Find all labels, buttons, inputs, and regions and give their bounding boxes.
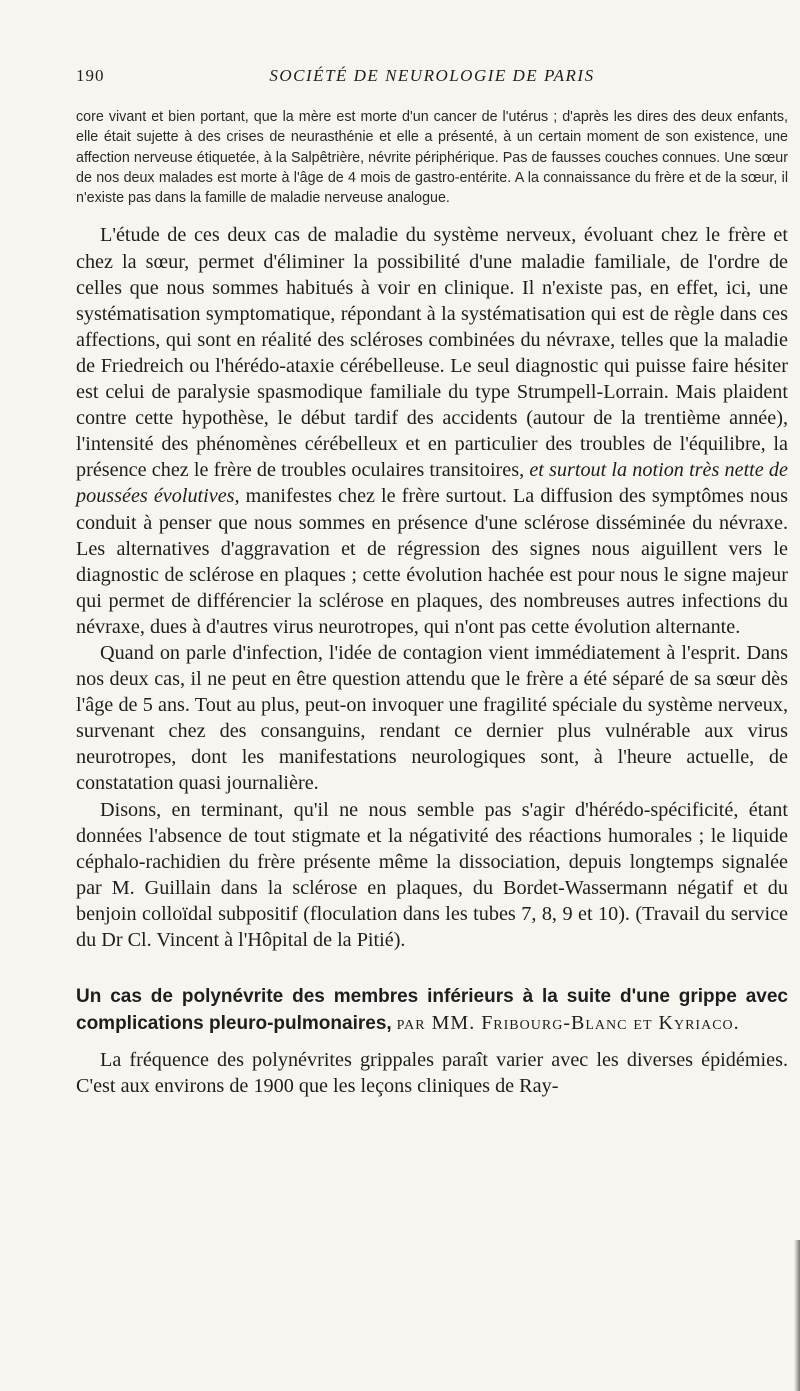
paragraph-conclusion: Disons, en terminant, qu'il ne nous semble pas s'agir d'hérédo-spécificité, étant données l'absence de tout stigmate et la négativité des réactions humorales ; le liquide céphalo-rachidien du frère présente même la dissociation, depuis longtemps signalée par M. Guillain dans la sclérose en plaques, du Bordet-Wassermann négatif et du benjoin colloïdal subpositif (floculation dans les tubes 7, 8, 9 et 10). (Travail du service du Dr Cl. Vincent à l'Hôpital de la Pitié). [76, 798, 788, 952]
article-title: Un cas de polynévrite des membres inférieurs à la suite d'une grippe avec complications pleuro-pulmonaires, [76, 986, 788, 1035]
article-heading [76, 983, 788, 1037]
article-first-paragraph: La fréquence des polynévrites grippales paraît varier avec les diverses épidémies. C'est aux environs de 1900 que les leçons cliniques de Ray- [76, 1049, 788, 1098]
page-content [76, 62, 788, 1099]
body-text [76, 222, 788, 953]
article-body [76, 1047, 788, 1099]
paragraph-text: L'étude de ces deux cas de maladie du système nerveux, évoluant chez le frère et chez la sœur, permet d'éliminer la possibilité d'une maladie familiale, de l'ordre de celles que nous sommes habitués à voir en clinique. Il n'existe pas, en effet, ici, une systématisation symptomatique, répondant à la systématisation qui est de règle dans ces affections, qui sont en réalité des scléroses combinées du névraxe, telles que la maladie de Friedreich ou l'hérédo-ataxie cérébelleuse. Le seul diagnostic qui puisse faire hésiter est celui de paralysie spasmodique familiale du type Strumpell-Lorrain. Mais plaident contre cette hypothèse, le début tardif des accidents (autour de la trentième année), l'intensité des phénomènes cérébelleux et en particulier des troubles de l'équilibre, la présence chez le frère de troubles oculaires transitoires, [76, 224, 788, 482]
running-head [76, 62, 788, 92]
scan-edge-shadow [794, 1240, 800, 1391]
page-number: 190 [76, 66, 105, 85]
article-authors: par MM. Fribourg-Blanc et Kyriaco. [396, 1012, 740, 1035]
paragraph-contagion: Quand on parle d'infection, l'idée de contagion vient immédiatement à l'esprit. Dans nos deux cas, il ne peut en être question attendu que le frère a été séparé de sa sœur dès l'âge de 5 ans. Tout au plus, peut-on invoquer une fragilité spéciale du système nerveux, survenant chez des consanguins, rendant ce dernier plus vulnérable aux virus neurotropes, dont les manifestations neurologiques sont, à l'heure actuelle, de constatation quasi journalière. [76, 641, 788, 795]
small-print-paragraph: core vivant et bien portant, que la mère est morte d'un cancer de l'utérus ; d'après les dires des deux enfants, elle était sujette à des crises de neurasthénie et elle a présenté, à un certain moment de son existence, une affection nerveuse étiquetée, à la Salpêtrière, névrite périphérique. Pas de fausses couches connues. Une sœur de nos deux malades est morte à l'âge de 4 mois de gastro-entérite. A la connaissance du frère et de la sœur, il n'existe pas dans la famille de maladie nerveuse analogue. [76, 109, 788, 207]
italic-emphasis: et surtout la notion très nette de poussées évolutives, [76, 459, 788, 508]
journal-title: SOCIÉTÉ DE NEUROLOGIE DE PARIS [269, 66, 595, 85]
paragraph-text: manifestes chez le frère surtout. La diffusion des symptômes nous conduit à penser que nous sommes en présence d'une sclérose disséminée du névraxe. Les alternatives d'aggravation et de régression des signes nous aiguillent vers le diagnostic de sclérose en plaques ; cette évolution hachée est pour nous le signe majeur qui permet de différencier la sclérose en plaques, des nombreuses autres infections du névraxe, dues à d'autres virus neurotropes, qui n'ont pas cette évolution alternante. [76, 485, 789, 638]
paragraph-differential-diagnosis [76, 222, 788, 640]
